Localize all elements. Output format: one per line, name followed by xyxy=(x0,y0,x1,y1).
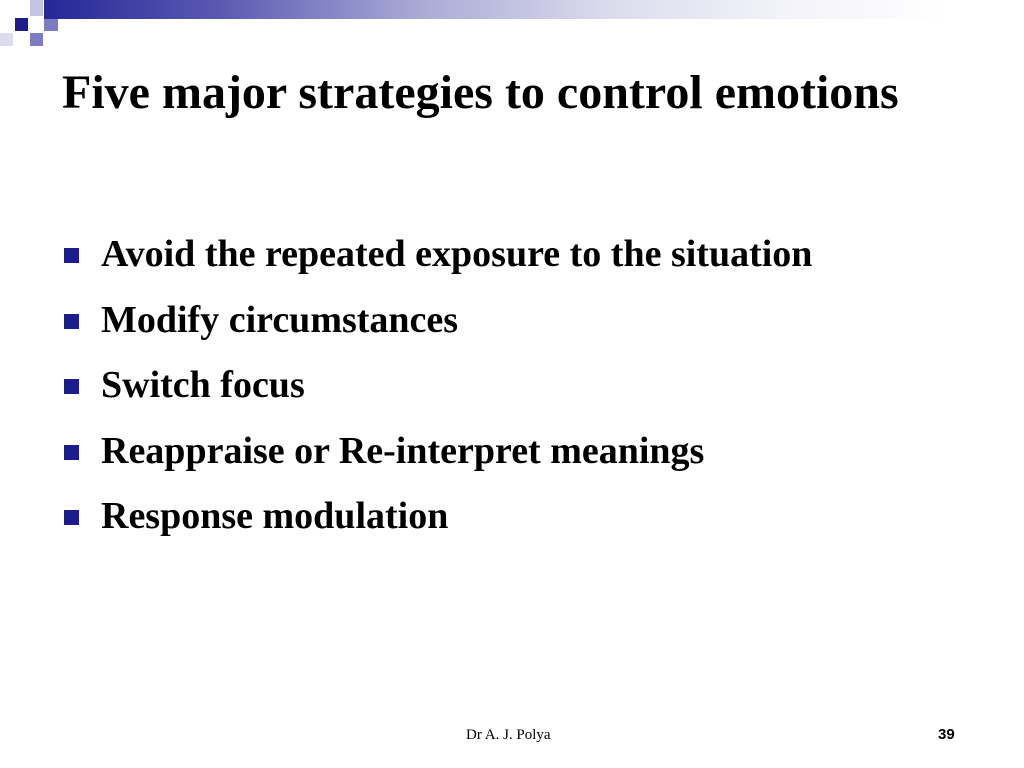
title-accent-bar xyxy=(44,0,1024,19)
list-item xyxy=(64,294,1004,360)
square-bullet-icon xyxy=(64,445,79,460)
square-bullet-icon xyxy=(64,248,79,263)
list-item xyxy=(64,359,1004,425)
bullet-text: Avoid the repeated exposure to the situation xyxy=(101,233,813,275)
slide-number: 39 xyxy=(938,726,955,743)
bullet-list xyxy=(64,228,1004,556)
footer-author: Dr A. J. Polya xyxy=(466,727,551,743)
bullet-text: Response modulation xyxy=(101,495,449,537)
bullet-text: Modify circumstances xyxy=(101,298,459,341)
square-bullet-icon xyxy=(64,379,79,394)
square-bullet-icon xyxy=(64,510,79,525)
list-item xyxy=(64,425,1004,491)
bullet-text: Switch focus xyxy=(101,364,305,406)
bullet-text: Reappraise or Re-interpret meanings xyxy=(101,429,705,472)
square-bullet-icon xyxy=(64,314,79,329)
list-item xyxy=(64,228,1004,294)
list-item xyxy=(64,490,1004,556)
slide-title: Five major strategies to control emotions xyxy=(62,66,899,119)
